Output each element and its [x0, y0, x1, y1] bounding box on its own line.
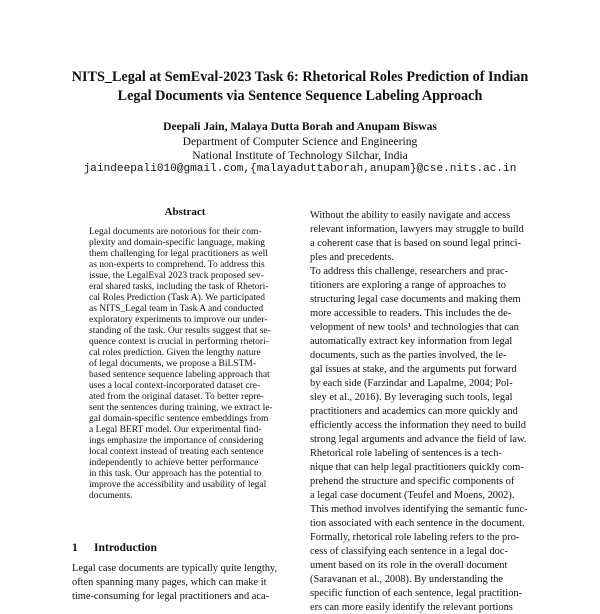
abstract-line: as non-experts to comprehend. To address this: [89, 260, 265, 270]
body-line: Without the ability to easily navigate and access: [310, 210, 511, 221]
author-list: Deepali Jain, Malaya Dutta Borah and Anupam Biswas: [163, 120, 437, 133]
abstract-line: plexity and domain-specific language, making: [89, 238, 265, 248]
body-line: documents, such as the parties involved, the le-: [310, 350, 507, 361]
abstract-line: sent the sentences during training, we extract le-: [89, 403, 273, 413]
abstract-line: a Legal BERT model. Our experimental find-: [89, 425, 262, 435]
body-line: Legal case documents are typically quite lengthy,: [72, 563, 278, 574]
body-line: by each side (Farzindar and Lapalme, 2004; Pol-: [310, 378, 513, 389]
body-line: ers can more easily identify the relevant portions: [310, 602, 513, 613]
body-line: This method involves identifying the semantic func-: [310, 504, 528, 515]
section-number: 1: [72, 541, 78, 554]
body-line: ument based on its role in the overall document: [310, 560, 508, 571]
abstract-line: documents.: [89, 491, 133, 501]
body-line: more accessible to readers. This includes the de-: [310, 308, 512, 319]
abstract-line: based sentence sequence labeling approach that: [89, 370, 270, 380]
body-line: cess of classifying each sentence in a legal doc-: [310, 546, 508, 557]
body-line: velopment of new tools¹ and technologies that can: [310, 322, 519, 333]
body-line: gal issues at stake, and the arguments put forward: [310, 364, 517, 375]
abstract-line: uses a local context-incorporated dataset cre-: [89, 381, 261, 391]
body-line: ples and precedents.: [310, 252, 394, 263]
abstract-heading: Abstract: [164, 206, 206, 218]
body-line: efficiently access the information they need to build: [310, 420, 526, 431]
section-heading-introduction: [72, 541, 157, 554]
abstract-line: exploratory experiments to improve our under-: [89, 315, 268, 325]
abstract-line: of legal documents, we propose a BiLSTM-: [89, 359, 257, 369]
abstract-line: ated from the original dataset. To better repre-: [89, 392, 264, 402]
body-line: often spanning many pages, which can make it: [72, 577, 267, 588]
body-line: Formally, rhetorical role labeling refers to the pro-: [310, 532, 520, 543]
abstract-line: cal Roles Prediction (Task A). We participated: [89, 293, 265, 303]
abstract-line: ings emphasize the importance of considering: [89, 436, 264, 446]
body-line: strong legal arguments and advance the field of law.: [310, 434, 527, 445]
department: Department of Computer Science and Engineering: [182, 135, 418, 148]
body-line: To address this challenge, researchers and prac-: [310, 266, 509, 277]
abstract-line: as NITS_Legal team in Task A and conducted: [89, 304, 264, 314]
abstract-line: them challenging for legal practitioners as well: [89, 249, 268, 259]
abstract-line: quence context is crucial in performing rhetori-: [89, 337, 269, 347]
body-line: Rhetorical role labeling of sentences is a tech-: [310, 448, 502, 459]
abstract-line: Legal documents are notorious for their com-: [89, 227, 262, 237]
email-addresses: jaindeepali010@gmail.com,{malayaduttaborah,anupam}@cse.nits.ac.in: [83, 163, 517, 175]
paper-title: [40, 68, 560, 106]
body-line: nique that can help legal practitioners quickly com-: [310, 462, 524, 473]
abstract-line: cal roles prediction. Given the lengthy nature: [89, 348, 261, 358]
body-line: practitioners and academics can more quickly and: [310, 406, 518, 417]
institution: National Institute of Technology Silchar, India: [192, 149, 408, 162]
title-line: NITS_Legal at SemEval-2023 Task 6: Rhetorical Roles Prediction of Indian: [71, 69, 529, 85]
abstract-line: eral shared tasks, including the task of Rhetori-: [89, 282, 269, 292]
abstract-line: in this task. Our approach has the potential to: [89, 469, 262, 479]
abstract-line: gal domain-specific sentence embeddings from: [89, 414, 269, 424]
abstract-line: issue, the LegalEval 2023 track proposed sev-: [89, 271, 264, 281]
body-line: titioners are exploring a range of approaches to: [310, 280, 506, 291]
body-line: time-consuming for legal practitioners and aca-: [72, 591, 270, 602]
body-line: specific function of each sentence, legal practition-: [310, 588, 523, 599]
abstract-line: improve the accessibility and usability of legal: [89, 480, 267, 490]
abstract-line: local context instead of treating each sentence: [89, 447, 264, 457]
body-line: automatically extract key information from legal: [310, 336, 513, 347]
body-line: a legal case document (Teufel and Moens, 2002).: [310, 490, 515, 501]
abstract-line: independently to achieve better performance: [89, 458, 259, 468]
section-title: Introduction: [94, 541, 157, 554]
body-line: a coherent case that is based on sound legal princi-: [310, 238, 521, 249]
title-line: Legal Documents via Sentence Sequence Labeling Approach: [117, 88, 483, 104]
body-line: relevant information, lawyers may struggle to build: [310, 224, 524, 235]
body-line: sley et al., 2016). By leveraging such tools, legal: [310, 392, 513, 403]
abstract-line: standing of the task. Our results suggest that se-: [89, 326, 271, 336]
body-line: prehend the structure and specific components of: [310, 476, 515, 487]
body-line: structuring legal case documents and making them: [310, 294, 521, 305]
body-line: tion associated with each sentence in the document.: [310, 518, 525, 529]
body-line: (Saravanan et al., 2008). By understanding the: [310, 574, 504, 585]
